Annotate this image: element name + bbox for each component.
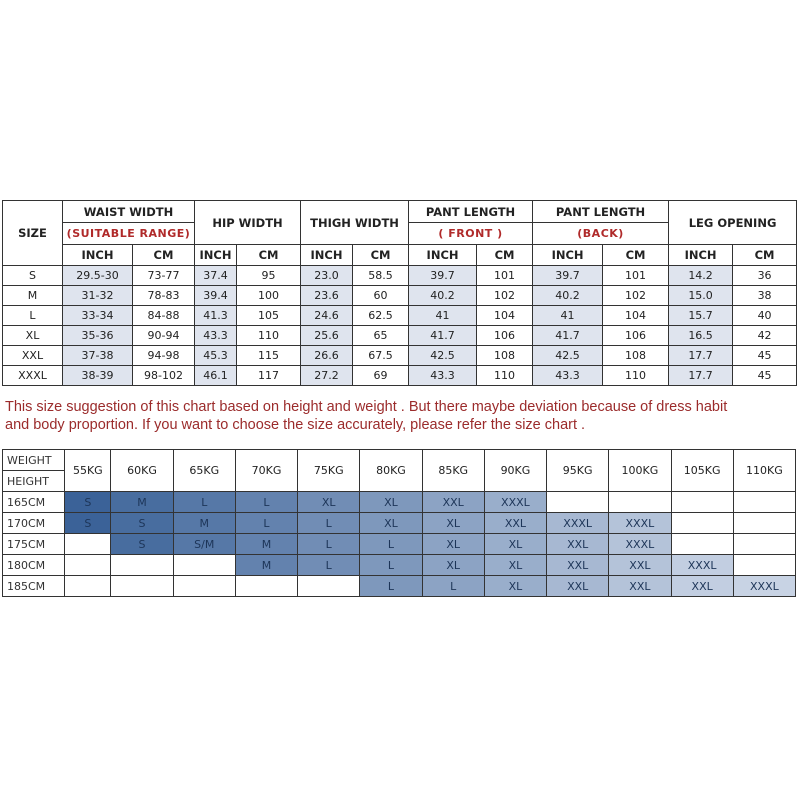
recommended-size-cell: M (235, 534, 297, 555)
size-value: 84-88 (133, 306, 195, 326)
size-row (3, 326, 797, 346)
size-row (3, 346, 797, 366)
size-value: 16.5 (669, 326, 733, 346)
height-value: 175CM (3, 534, 65, 555)
recommended-size-cell: L (360, 576, 422, 597)
weight-header: 80KG (360, 450, 422, 492)
height-row (3, 534, 796, 555)
empty-cell (65, 534, 111, 555)
recommended-size-cell: L (173, 492, 235, 513)
size-value: 105 (237, 306, 301, 326)
size-value: 62.5 (353, 306, 409, 326)
size-value: 104 (603, 306, 669, 326)
size-value: 39.7 (533, 266, 603, 286)
column-header: PANT LENGTH (409, 201, 533, 223)
weight-label: WEIGHT (3, 450, 65, 471)
size-value: 94-98 (133, 346, 195, 366)
recommended-size-cell: XXXL (671, 555, 733, 576)
size-value: 35-36 (63, 326, 133, 346)
size-label: XXL (3, 346, 63, 366)
recommended-size-cell: S/M (173, 534, 235, 555)
size-value: 46.1 (195, 366, 237, 386)
recommended-size-cell: XL (360, 492, 422, 513)
recommended-size-cell: XL (484, 555, 546, 576)
height-row (3, 576, 796, 597)
height-value: 185CM (3, 576, 65, 597)
empty-cell (173, 576, 235, 597)
size-value: 17.7 (669, 346, 733, 366)
empty-cell (111, 555, 173, 576)
empty-cell (733, 555, 795, 576)
size-value: 40.2 (409, 286, 477, 306)
size-value: 31-32 (63, 286, 133, 306)
size-value: 43.3 (409, 366, 477, 386)
height-value: 170CM (3, 513, 65, 534)
size-label: M (3, 286, 63, 306)
column-header: PANT LENGTH (533, 201, 669, 223)
size-value: 95 (237, 266, 301, 286)
height-value: 180CM (3, 555, 65, 576)
size-value: 106 (603, 326, 669, 346)
size-value: 101 (477, 266, 533, 286)
empty-cell (173, 555, 235, 576)
size-value: 117 (237, 366, 301, 386)
size-value: 38 (733, 286, 797, 306)
size-value: 90-94 (133, 326, 195, 346)
size-value: 108 (477, 346, 533, 366)
size-value: 23.0 (301, 266, 353, 286)
weight-header: 60KG (111, 450, 173, 492)
size-value: 41.3 (195, 306, 237, 326)
recommended-size-cell: XL (298, 492, 360, 513)
unit-header: CM (353, 245, 409, 266)
size-column-header: SIZE (3, 201, 63, 266)
size-value: 27.2 (301, 366, 353, 386)
size-value: 106 (477, 326, 533, 346)
recommended-size-cell: M (111, 492, 173, 513)
column-subheader: ( FRONT ) (409, 223, 533, 245)
size-label: XXXL (3, 366, 63, 386)
size-value: 101 (603, 266, 669, 286)
recommended-size-cell: XL (422, 555, 484, 576)
empty-cell (671, 534, 733, 555)
weight-header: 85KG (422, 450, 484, 492)
empty-cell (111, 576, 173, 597)
column-subheader: (SUITABLE RANGE) (63, 223, 195, 245)
size-value: 38-39 (63, 366, 133, 386)
size-value: 110 (603, 366, 669, 386)
size-value: 60 (353, 286, 409, 306)
recommended-size-cell: XXL (547, 576, 609, 597)
recommended-size-cell: XXXL (609, 534, 671, 555)
unit-header: CM (733, 245, 797, 266)
recommended-size-cell: XL (484, 576, 546, 597)
size-value: 17.7 (669, 366, 733, 386)
note-line-1: This size suggestion of this chart based on height and weight . But there maybe deviation because of dress habit (5, 399, 728, 415)
unit-header: INCH (669, 245, 733, 266)
size-value: 73-77 (133, 266, 195, 286)
size-value: 69 (353, 366, 409, 386)
empty-cell (235, 576, 297, 597)
empty-cell (733, 513, 795, 534)
recommended-size-cell: XXL (422, 492, 484, 513)
unit-header: INCH (409, 245, 477, 266)
size-value: 45 (733, 366, 797, 386)
size-value: 41.7 (533, 326, 603, 346)
recommended-size-cell: XL (422, 513, 484, 534)
height-row (3, 555, 796, 576)
unit-header: CM (237, 245, 301, 266)
unit-header: CM (477, 245, 533, 266)
recommended-size-cell: XXL (609, 555, 671, 576)
recommended-size-cell: XL (422, 534, 484, 555)
recommended-size-cell: M (173, 513, 235, 534)
recommended-size-cell: L (235, 513, 297, 534)
height-value: 165CM (3, 492, 65, 513)
size-value: 98-102 (133, 366, 195, 386)
size-value: 102 (603, 286, 669, 306)
size-value: 43.3 (533, 366, 603, 386)
size-value: 104 (477, 306, 533, 326)
size-value: 15.0 (669, 286, 733, 306)
empty-cell (547, 492, 609, 513)
recommended-size-cell: S (65, 492, 111, 513)
unit-header: INCH (301, 245, 353, 266)
recommended-size-cell: L (360, 555, 422, 576)
recommended-size-cell: L (360, 534, 422, 555)
size-value: 37-38 (63, 346, 133, 366)
empty-cell (65, 576, 111, 597)
unit-header: INCH (195, 245, 237, 266)
empty-cell (298, 576, 360, 597)
size-label: XL (3, 326, 63, 346)
size-value: 45.3 (195, 346, 237, 366)
recommended-size-cell: XXXL (733, 576, 795, 597)
column-header: LEG OPENING (669, 201, 797, 245)
recommended-size-cell: L (422, 576, 484, 597)
recommended-size-cell: L (298, 513, 360, 534)
size-row (3, 306, 797, 326)
size-value: 39.4 (195, 286, 237, 306)
size-value: 14.2 (669, 266, 733, 286)
size-value: 41 (409, 306, 477, 326)
empty-cell (671, 513, 733, 534)
size-value: 45 (733, 346, 797, 366)
size-value: 42 (733, 326, 797, 346)
recommended-size-cell: XXXL (609, 513, 671, 534)
recommended-size-cell: XXL (484, 513, 546, 534)
recommended-size-cell: XL (360, 513, 422, 534)
size-value: 39.7 (409, 266, 477, 286)
size-value: 41 (533, 306, 603, 326)
size-label: S (3, 266, 63, 286)
size-value: 102 (477, 286, 533, 306)
weight-header: 75KG (298, 450, 360, 492)
recommended-size-cell: XXXL (484, 492, 546, 513)
size-value: 108 (603, 346, 669, 366)
size-header-row (3, 201, 797, 223)
size-value: 29.5-30 (63, 266, 133, 286)
weight-header: 70KG (235, 450, 297, 492)
size-value: 42.5 (533, 346, 603, 366)
size-value: 40 (733, 306, 797, 326)
recommended-size-cell: XXL (547, 534, 609, 555)
recommended-size-cell: S (111, 534, 173, 555)
size-chart-table (2, 200, 797, 386)
recommended-size-cell: M (235, 555, 297, 576)
weight-row (3, 450, 796, 471)
recommended-size-cell: S (65, 513, 111, 534)
recommended-size-cell: L (298, 555, 360, 576)
recommended-size-cell: XXL (671, 576, 733, 597)
size-value: 42.5 (409, 346, 477, 366)
height-row (3, 513, 796, 534)
size-value: 23.6 (301, 286, 353, 306)
size-value: 43.3 (195, 326, 237, 346)
size-value: 58.5 (353, 266, 409, 286)
unit-header: INCH (533, 245, 603, 266)
size-value: 110 (477, 366, 533, 386)
size-recommendation-table (2, 449, 796, 597)
recommended-size-cell: XL (484, 534, 546, 555)
size-value: 40.2 (533, 286, 603, 306)
size-value: 37.4 (195, 266, 237, 286)
size-value: 26.6 (301, 346, 353, 366)
column-subheader: (BACK) (533, 223, 669, 245)
size-note (5, 398, 797, 434)
size-row (3, 286, 797, 306)
recommended-size-cell: L (298, 534, 360, 555)
height-row (3, 492, 796, 513)
unit-header: INCH (63, 245, 133, 266)
weight-header: 105KG (671, 450, 733, 492)
weight-header: 110KG (733, 450, 795, 492)
height-label: HEIGHT (3, 471, 65, 492)
size-value: 41.7 (409, 326, 477, 346)
empty-cell (671, 492, 733, 513)
size-value: 67.5 (353, 346, 409, 366)
note-line-2: and body proportion. If you want to choose the size accurately, please refer the size chart . (5, 417, 586, 433)
recommended-size-cell: L (235, 492, 297, 513)
size-row (3, 266, 797, 286)
weight-header: 90KG (484, 450, 546, 492)
size-label: L (3, 306, 63, 326)
empty-cell (65, 555, 111, 576)
size-value: 100 (237, 286, 301, 306)
empty-cell (609, 492, 671, 513)
weight-header: 95KG (547, 450, 609, 492)
empty-cell (733, 492, 795, 513)
column-header: THIGH WIDTH (301, 201, 409, 245)
unit-row (3, 245, 797, 266)
size-value: 15.7 (669, 306, 733, 326)
unit-header: CM (603, 245, 669, 266)
empty-cell (733, 534, 795, 555)
size-row (3, 366, 797, 386)
unit-header: CM (133, 245, 195, 266)
size-value: 33-34 (63, 306, 133, 326)
column-header: WAIST WIDTH (63, 201, 195, 223)
recommended-size-cell: XXXL (547, 513, 609, 534)
recommended-size-cell: S (111, 513, 173, 534)
size-value: 115 (237, 346, 301, 366)
size-value: 36 (733, 266, 797, 286)
weight-header: 100KG (609, 450, 671, 492)
weight-header: 65KG (173, 450, 235, 492)
recommended-size-cell: XXL (609, 576, 671, 597)
size-value: 110 (237, 326, 301, 346)
column-header: HIP WIDTH (195, 201, 301, 245)
size-value: 78-83 (133, 286, 195, 306)
size-value: 24.6 (301, 306, 353, 326)
weight-header: 55KG (65, 450, 111, 492)
recommended-size-cell: XXL (547, 555, 609, 576)
size-value: 25.6 (301, 326, 353, 346)
size-value: 65 (353, 326, 409, 346)
